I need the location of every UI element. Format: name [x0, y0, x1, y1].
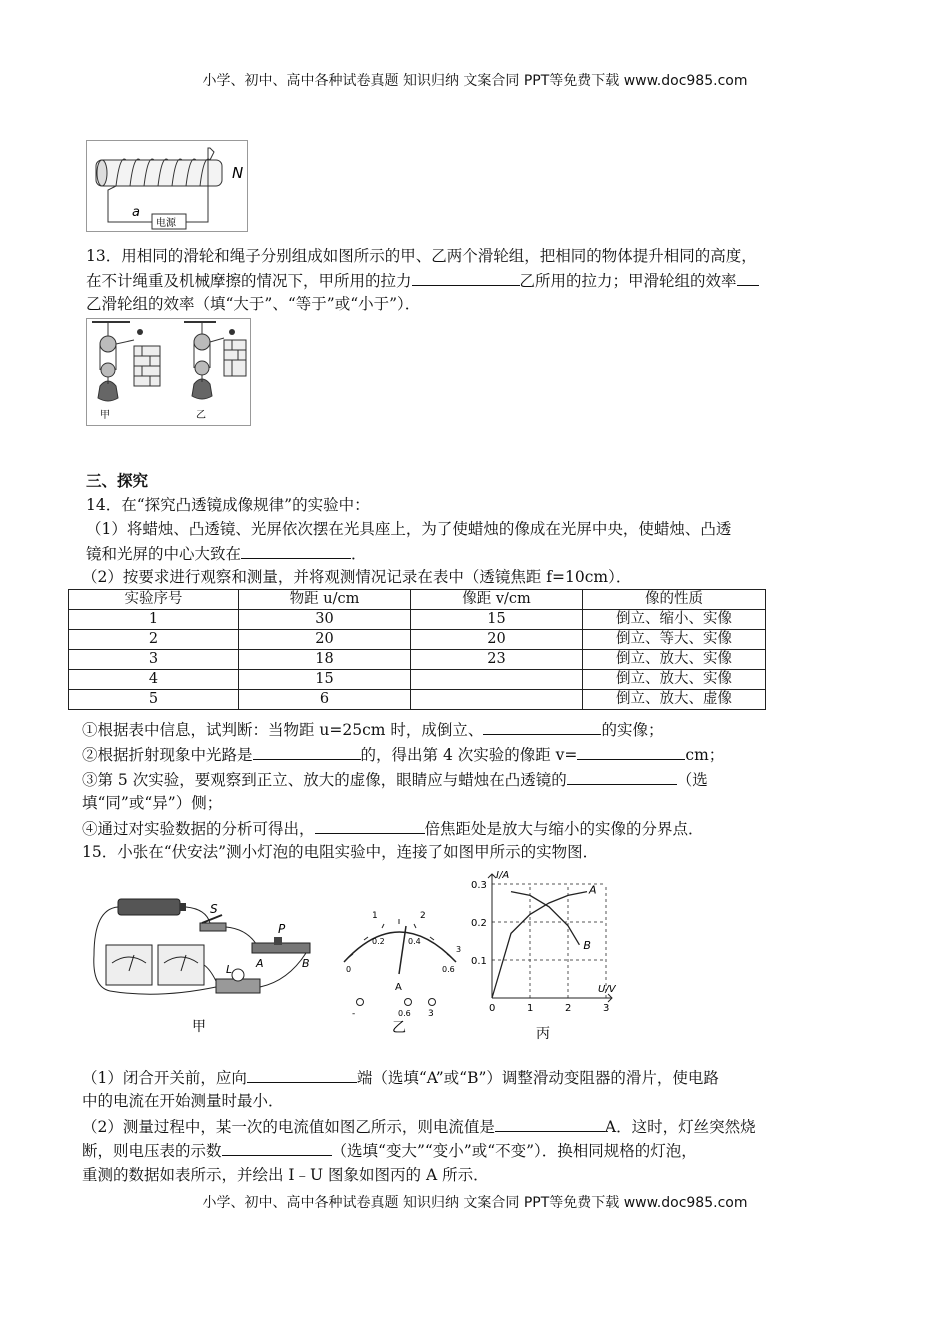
y-tick-label: 0.2: [471, 918, 487, 929]
q14-p1-line1: （1）将蜡烛、凸透镜、光屏依次摆在光具座上，为了使蜡烛的像成在光屏中央，使蜡烛、凸透: [86, 520, 732, 538]
x-tick-label: 1: [527, 1003, 534, 1014]
table-cell: 20: [411, 630, 583, 650]
q15-p1-line2: 中的电流在开始测量时最小．: [82, 1092, 284, 1110]
q13-text-b: 乙所用的拉力；甲滑轮组的效率: [519, 272, 737, 290]
movable-pulley-left: [101, 363, 115, 377]
terminal-0-6: [405, 999, 412, 1006]
switch: [200, 923, 226, 931]
y-tick-label: 0.3: [471, 880, 487, 891]
q14-blank-multiple: [315, 817, 425, 834]
q14-blank-reversible: [253, 743, 361, 760]
wire-left: [108, 186, 152, 222]
q14-p1-line2: [86, 542, 367, 565]
q15-p2-line2: [82, 1139, 697, 1162]
series-a-line: [492, 892, 587, 998]
label-bing-chart: 丙: [536, 1026, 550, 1042]
power-source-label: 电源: [156, 218, 176, 229]
table-header: 实验序号: [69, 590, 239, 610]
circuit-figure: [88, 895, 326, 1035]
x-axis-label: U/V: [598, 984, 616, 995]
table-cell: 1: [69, 610, 239, 630]
ammeter-dial-figure: [336, 908, 466, 1034]
q14-blank-image-distance: [577, 743, 685, 760]
scale-0: 0: [346, 965, 352, 974]
table-cell: 倒立、放大、实像: [583, 670, 766, 690]
rope-left: [116, 340, 134, 344]
q13-text-a: 在不计绳重及机械摩擦的情况下，甲所用的拉力: [86, 272, 412, 290]
q14-s3-line2: 填“同”或“异”）侧；: [82, 794, 223, 812]
table-cell: 15: [411, 610, 583, 630]
end-a-label: A: [256, 957, 264, 970]
x-tick-label: 0: [489, 1003, 496, 1014]
q14-p2: （2）按要求进行观察和测量，并将观测情况记录在表中（透镜焦距 f=10cm）．: [82, 568, 632, 586]
table-cell: 倒立、缩小、实像: [583, 610, 766, 630]
terminal-minus: [357, 999, 364, 1006]
terminal-3: [429, 999, 436, 1006]
lamp: [232, 969, 244, 981]
q14-p1-end: ．: [351, 545, 367, 563]
table-cell: 倒立、放大、虚像: [583, 690, 766, 710]
q15-p2-mid2: （选填“变大”“变小”或“不变”）．换相同规格的灯泡，: [331, 1142, 697, 1160]
dial-arc: [344, 932, 456, 962]
table-cell: 3: [69, 650, 239, 670]
dial-ticks: [348, 919, 452, 958]
table-cell: [411, 670, 583, 690]
table-cell: 20: [239, 630, 411, 650]
q15-p2-text2: 断，则电压表的示数: [82, 1142, 222, 1160]
q13-line2: [86, 269, 759, 292]
experiment-table: [68, 589, 766, 710]
q14-s3-mid: （选: [676, 771, 708, 789]
q14-s4-end: 倍焦距处是放大与缩小的实像的分界点．: [424, 820, 704, 838]
core-end: [97, 160, 107, 186]
ammeter: [158, 945, 204, 985]
label-jia-circuit: 甲: [192, 1019, 206, 1035]
lamp-label: L: [226, 963, 233, 976]
table-cell: 5: [69, 690, 239, 710]
fixed-pulley-right: [194, 334, 210, 350]
page-header: 小学、初中、高中各种试卷真题 知识归纳 文案合同 PPT等免费下载 www.doc985.com: [202, 73, 748, 89]
q15-p2-mid: A．这时，灯丝突然烧: [604, 1118, 756, 1136]
pulley-figure: [86, 318, 251, 426]
q14-s2-end: cm；: [685, 746, 725, 764]
table-row: [69, 610, 766, 630]
q14-s2-text: ②根据折射现象中光路是: [82, 746, 253, 764]
q14-s4-text: ④通过对实验数据的分析可得出，: [82, 820, 315, 838]
table-cell: [411, 690, 583, 710]
series-b-label: B: [583, 938, 591, 952]
point-a-label: a: [132, 205, 140, 220]
series-b-line: [511, 892, 579, 945]
switch-label: S: [210, 902, 218, 916]
q14-s1-text: ①根据表中信息，试判断：当物距 u=25cm 时，成倒立、: [82, 721, 484, 739]
q15-p1: [82, 1066, 719, 1089]
q14-s1-end: 的实像；: [601, 721, 664, 739]
q14-s2: [82, 743, 724, 766]
scale-top-1: 1: [372, 911, 378, 921]
label-yi-dial: 乙: [392, 1020, 406, 1034]
voltmeter: [106, 945, 152, 985]
table-cell: 4: [69, 670, 239, 690]
table-cell: 2: [69, 630, 239, 650]
q13-line3: 乙滑轮组的效率（填“大于”、“等于”或“小于”）．: [86, 295, 421, 313]
page-footer: 小学、初中、高中各种试卷真题 知识归纳 文案合同 PPT等免费下载 www.doc985.com: [202, 1195, 748, 1211]
section-title: 三、探究: [86, 472, 149, 490]
solenoid-figure: [86, 140, 248, 232]
dial-needle: [399, 926, 406, 974]
q15-p2: [82, 1115, 756, 1138]
rope-right: [210, 338, 224, 342]
q14-s3-text: ③第 5 次实验，要观察到正立、放大的虚像，眼睛应与蜡烛在凸透镜的: [82, 771, 567, 789]
q15-p1-text: （1）闭合开关前，应向: [82, 1069, 247, 1087]
table-cell: 18: [239, 650, 411, 670]
table-cell: 30: [239, 610, 411, 630]
label-jia: 甲: [100, 410, 110, 421]
q15-blank-voltmeter: [222, 1139, 332, 1156]
terminal-0-6-label: 0.6: [398, 1009, 411, 1018]
q15-p1-mid: 端（选填“A”或“B”）调整滑动变阻器的滑片，使电路: [356, 1069, 719, 1087]
q15-intro: 15．小张在“伏安法”测小灯泡的电阻实验中，连接了如图甲所示的实物图．: [82, 843, 599, 861]
q14-s1: [82, 718, 663, 741]
label-yi: 乙: [196, 410, 206, 421]
worker-right: [229, 329, 235, 335]
table-cell: 倒立、等大、实像: [583, 630, 766, 650]
iu-chart: [470, 866, 620, 1044]
q13-line1: 13．用相同的滑轮和绳子分别组成如图所示的甲、乙两个滑轮组，把相同的物体提升相同的高度，: [86, 247, 757, 265]
q14-s2-mid: 的，得出第 4 次实验的像距 v=: [360, 746, 578, 764]
worker-left: [137, 329, 143, 335]
end-b-label: B: [302, 957, 310, 970]
q15-blank-current: [495, 1115, 605, 1132]
y-tick-label: 0.1: [471, 956, 487, 967]
table-row: [69, 630, 766, 650]
q15-p2-text: （2）测量过程中，某一次的电流值如图乙所示，则电流值是: [82, 1118, 495, 1136]
table-cell: 15: [239, 670, 411, 690]
q14-blank-image-type: [483, 718, 601, 735]
q15-p2-line3: 重测的数据如表所示，并绘出 I﹣U 图象如图丙的 A 所示．: [82, 1166, 489, 1184]
table-row: [69, 650, 766, 670]
q14-s4: [82, 817, 704, 840]
scale-0-4: 0.4: [408, 937, 421, 946]
table-row: [69, 690, 766, 710]
scale-3: 3: [456, 945, 462, 954]
battery: [118, 899, 180, 915]
q14-p1-text: 镜和光屏的中心大致在: [86, 545, 242, 563]
pole-label: N: [232, 164, 244, 182]
fixed-pulley-left: [100, 336, 116, 352]
dial-unit: A: [395, 982, 402, 993]
table-header-row: [69, 590, 766, 610]
table-header: 物距 u/cm: [239, 590, 411, 610]
q14-intro: 14．在“探究凸透镜成像规律”的实验中：: [86, 496, 370, 514]
table-cell: 倒立、放大、实像: [583, 650, 766, 670]
terminal-minus-label: -: [352, 1009, 356, 1019]
table-cell: 23: [411, 650, 583, 670]
q14-blank-side: [567, 768, 677, 785]
q13-blank-efficiency: [737, 269, 759, 286]
x-tick-label: 2: [565, 1003, 572, 1014]
table-cell: 6: [239, 690, 411, 710]
q14-blank-center: [241, 542, 351, 559]
brick-wall-right: [224, 340, 246, 376]
scale-0-6: 0.6: [442, 965, 455, 974]
y-axis-label: I/A: [496, 870, 510, 881]
q15-blank-end: [247, 1066, 357, 1083]
movable-pulley-right: [195, 361, 209, 375]
x-tick-label: 3: [603, 1003, 610, 1014]
scale-top-2: 2: [420, 911, 426, 921]
slider-label: P: [278, 922, 286, 936]
series-a-label: A: [589, 883, 597, 897]
table-header: 像距 v/cm: [411, 590, 583, 610]
q14-s3: [82, 768, 708, 791]
scale-0-2: 0.2: [372, 937, 385, 946]
table-row: [69, 670, 766, 690]
table-header: 像的性质: [583, 590, 766, 610]
terminal-3-label: 3: [428, 1009, 434, 1019]
q13-blank-force: [412, 269, 520, 286]
